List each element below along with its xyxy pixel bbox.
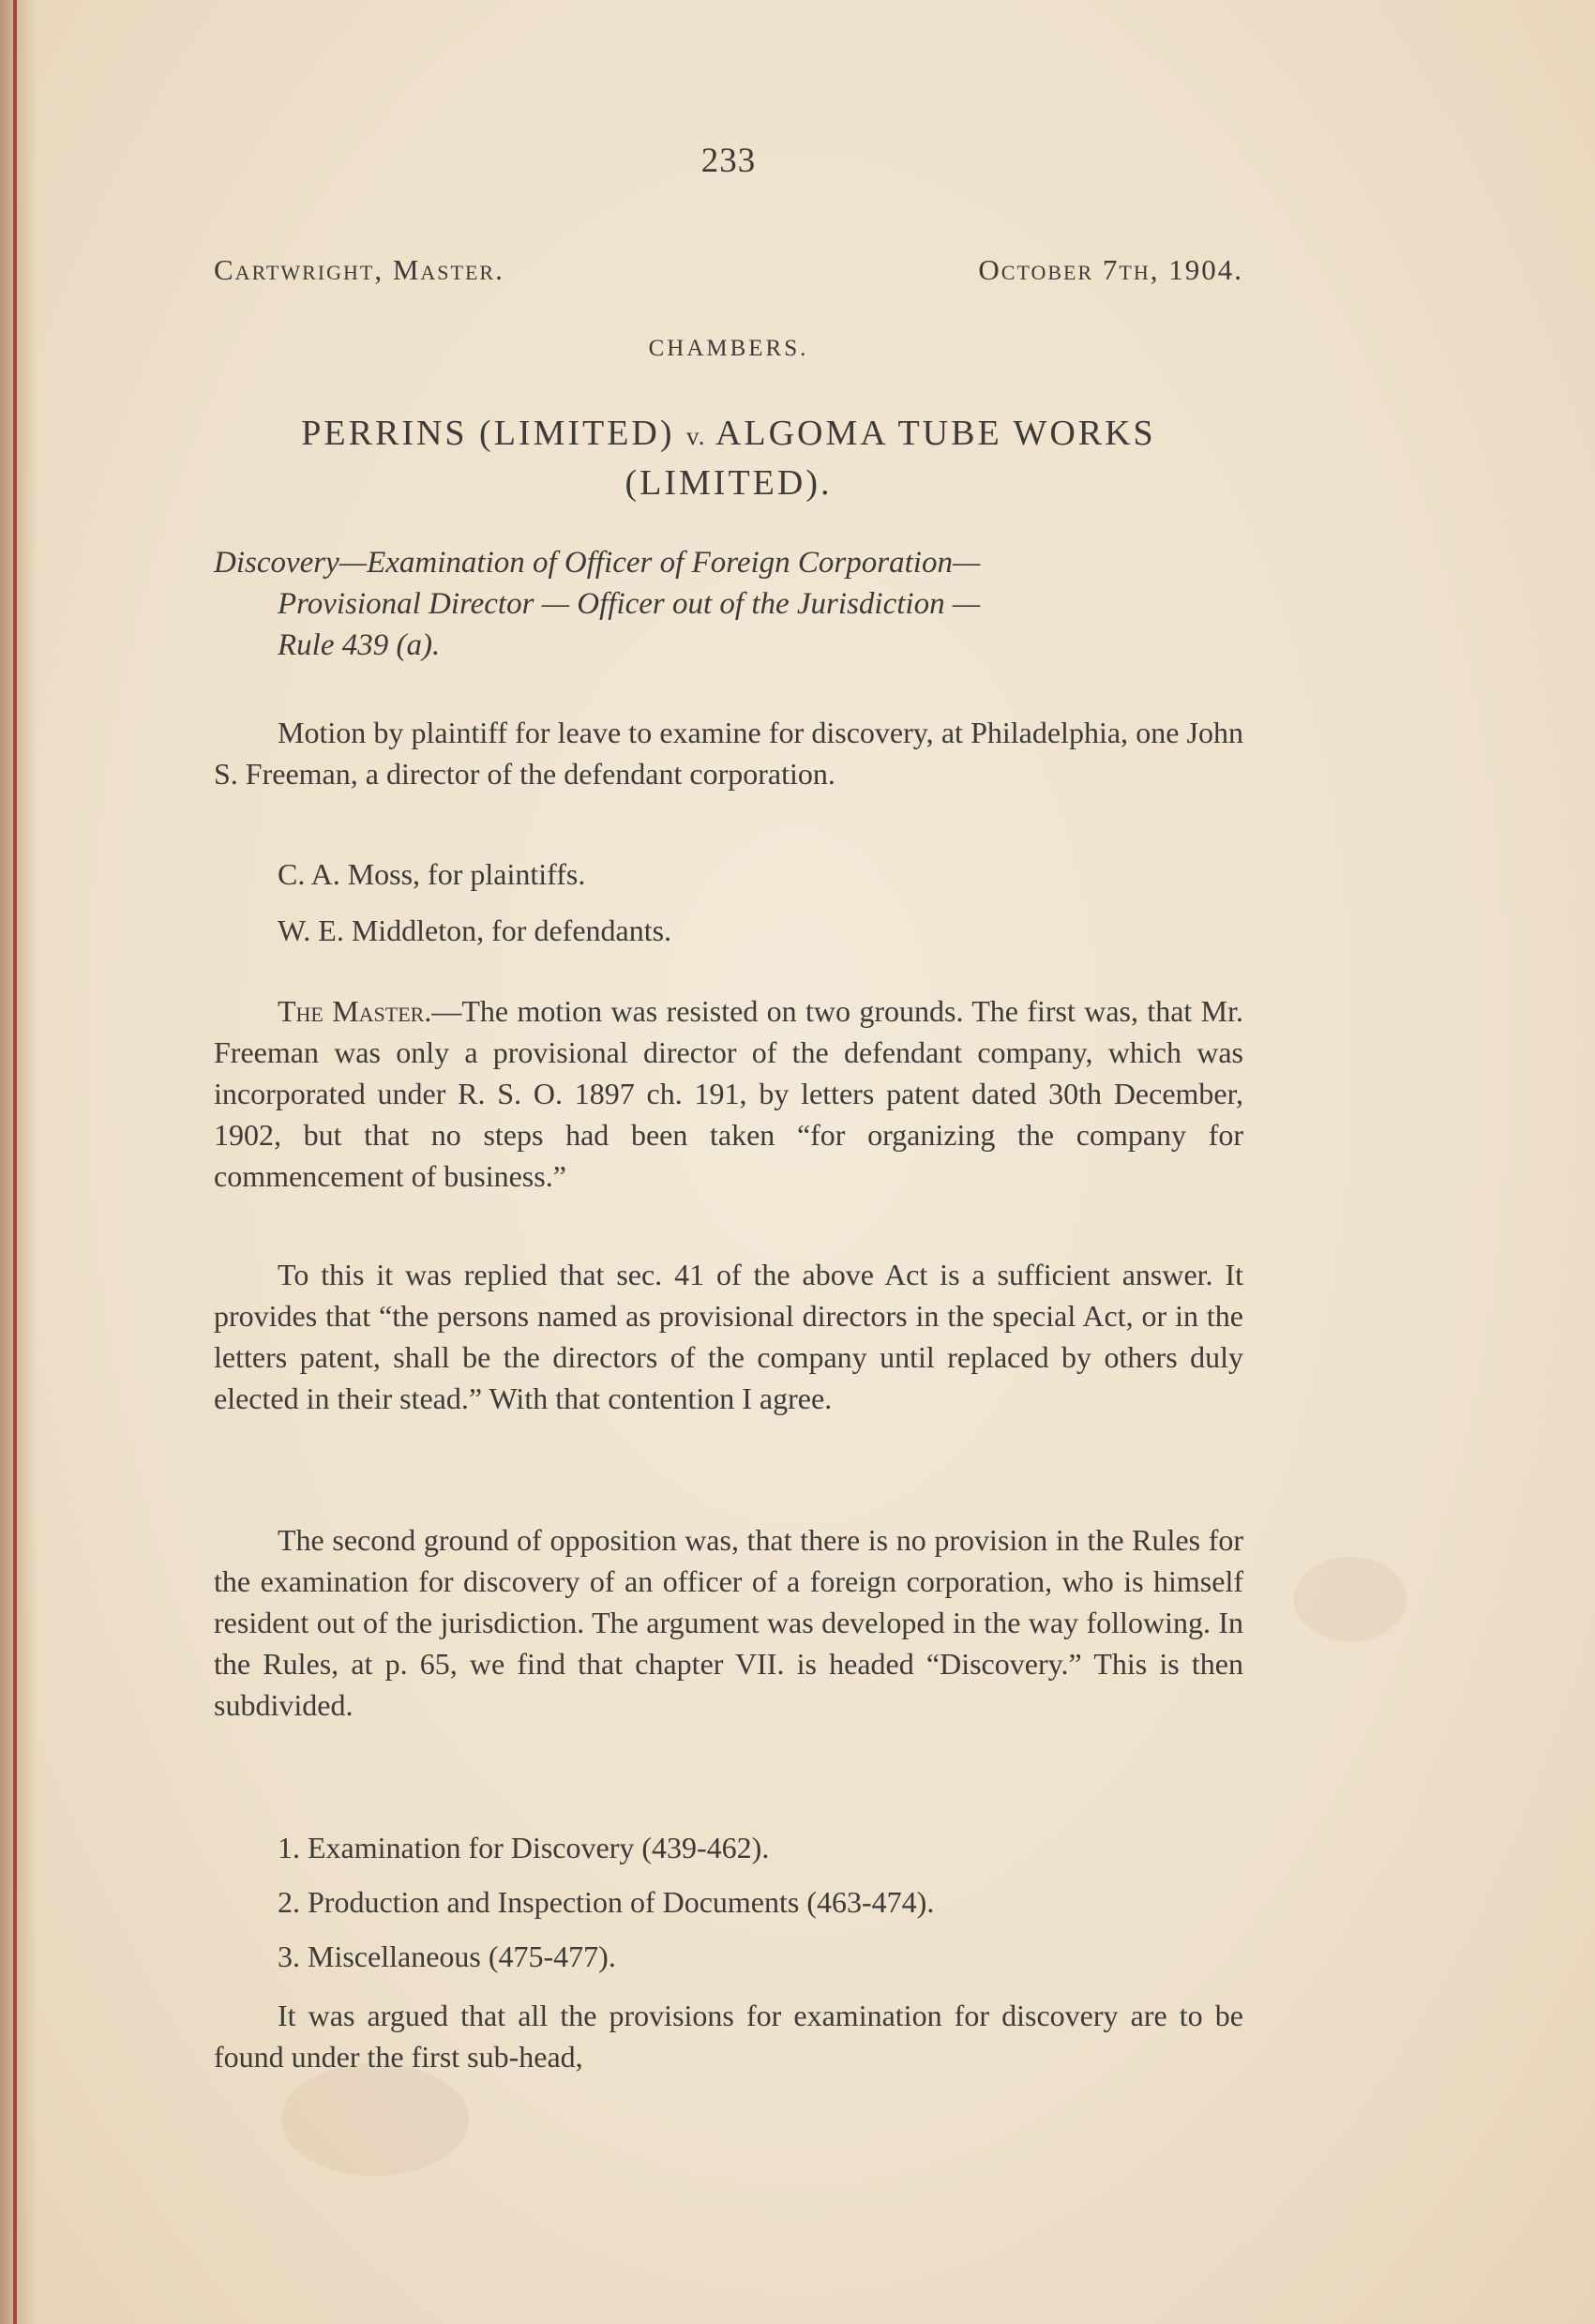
motion-paragraph: Motion by plaintiff for leave to examine for discovery, at Philadelphia, one John S. Freeman, a director of the defendant corporation. — [214, 716, 1243, 791]
judgment-paragraph-1 — [214, 990, 1243, 1197]
versus-mark: v. — [686, 422, 706, 450]
list-item: 3. Miscellaneous (475-477). — [278, 1939, 616, 1973]
plaintiff-name: PERRINS (LIMITED) — [301, 414, 675, 453]
paper-stain — [1294, 1557, 1407, 1641]
defendant-name: ALGOMA TUBE WORKS — [715, 414, 1156, 453]
judgment-paragraph-3: The second ground of opposition was, that there is no provision in the Rules for the examination for discovery of an officer of a foreign corporation, who is himself resident out of the jurisdiction. The argument was developed in the way following. In the Rules, at p. 65, we find that chapter VII. is headed “Discovery.” This is then subdivided. — [214, 1523, 1243, 1722]
counsel-defendant: W. E. Middleton, for defendants. — [278, 913, 672, 947]
headnote-line: Discovery—Examination of Officer of Foreign Corporation— — [214, 546, 981, 580]
judgment-paragraph-1-text: —The motion was resisted on two grounds. The first was, that Mr. Freeman was only a provisional director of the defendant company, which was incorporated under R. S. O. 1897 ch. 191, by letters patent dated 30th December, 1902, but that no steps had been taken “for organizing the company for commencement of business.” — [214, 994, 1244, 1193]
headnote-line: Provisional Director — Officer out of the Jurisdiction — — [278, 587, 981, 621]
headnote-line: Rule 439 (a). — [278, 628, 441, 662]
judge-name: Cartwright, Master. — [214, 253, 504, 286]
list-item: 1. Examination for Discovery (439-462). — [278, 1831, 770, 1864]
speaker-label: The Master. — [278, 994, 432, 1028]
headnote — [214, 542, 1243, 666]
spine-binding-thread — [13, 0, 17, 2324]
counsel-plaintiff: C. A. Moss, for plaintiffs. — [278, 857, 586, 891]
decision-date: October 7th, 1904. — [978, 253, 1243, 286]
book-spine-shadow — [0, 0, 38, 2324]
case-title — [214, 410, 1243, 506]
court-heading: CHAMBERS. — [648, 336, 809, 361]
case-title-line-1 — [214, 410, 1243, 460]
page-number: 233 — [700, 142, 757, 180]
judgment-paragraph-2: To this it was replied that sec. 41 of the above Act is a sufficient answer. It provides that “the persons named as provisional directors in the special Act, or in the letters patent, shall be the directors of the company until replaced by others duly elected in their stead.” With that contention I agree. — [214, 1258, 1243, 1415]
judgment-paragraph-4: It was argued that all the provisions for examination for discovery are to be found under the first sub-head, — [214, 1999, 1243, 2074]
case-title-line-2: (LIMITED). — [624, 463, 833, 503]
list-item: 2. Production and Inspection of Documents (463-474). — [278, 1885, 935, 1919]
paper-stain — [281, 2063, 469, 2176]
